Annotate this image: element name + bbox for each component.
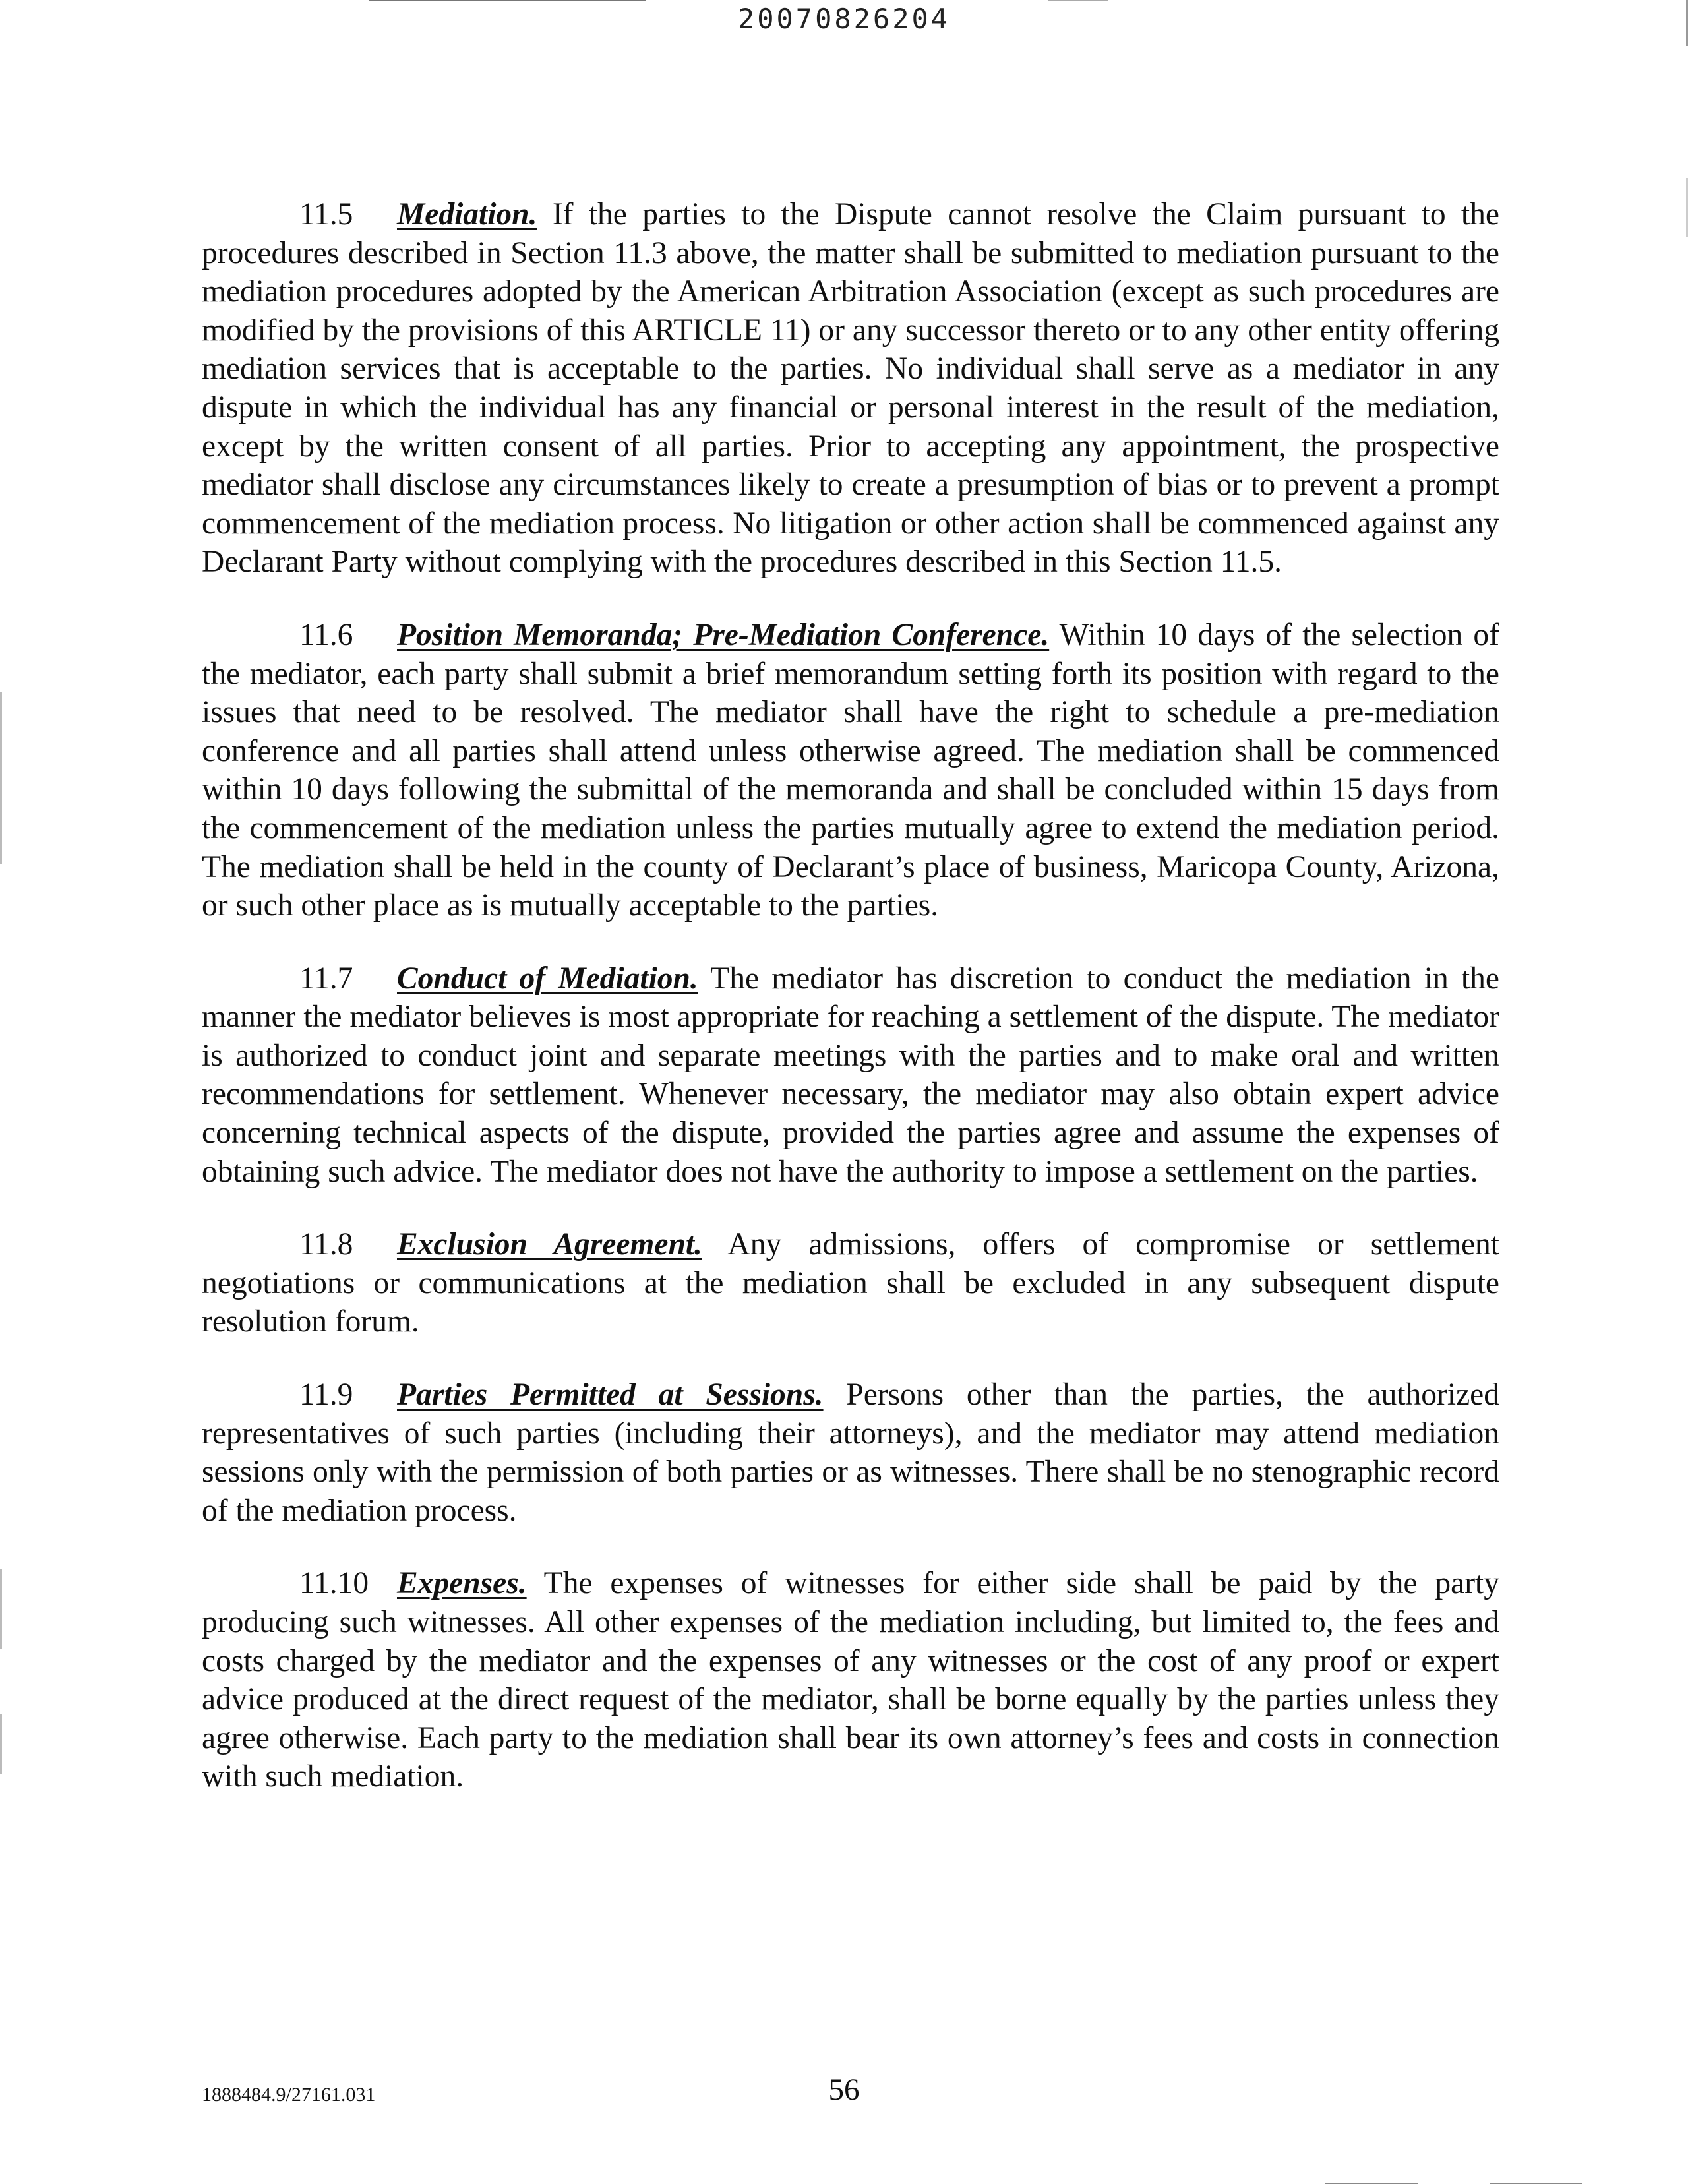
section-heading: Conduct of Mediation. <box>397 961 698 996</box>
section-heading: Position Memoranda; Pre-Mediation Conference. <box>397 617 1050 652</box>
section-number: 11.6 <box>299 617 353 652</box>
scan-top-rule <box>369 0 646 1</box>
section-text: The expenses of witnesses for either side shall be paid by the party producing such witnesses. All other expenses of the mediation including, but limited to, the fees and costs charged by the mediator and the expenses of any witnesses or the cost of any proof or expert advice produced at the direct request of the mediator, shall be borne equally by the parties unless they agree otherwise. Each party to the mediation shall bear its own attorney’s fees and costs in connection with such mediation. <box>202 1566 1499 1794</box>
section-paragraph <box>202 195 1499 582</box>
section-number: 11.5 <box>299 197 353 231</box>
section-heading: Expenses. <box>397 1566 527 1601</box>
document-number: 20070826204 <box>737 3 951 35</box>
section-paragraph <box>202 1376 1499 1530</box>
scan-edge-mark <box>0 692 2 864</box>
section-paragraph <box>202 1225 1499 1341</box>
footer-document-id: 1888484.9/27161.031 <box>202 2084 376 2106</box>
section-text: The mediator has discretion to conduct the mediation in the manner the mediator believes is most appropriate for reaching a settlement of the dispute. The mediator is authorized to conduct joint and separate meetings with the parties and to make oral and written recommendations for settlement. Whenever necessary, the mediator may also obtain expert advice concerning technical aspects of the dispute, provided the parties agree and assume the expenses of obtaining such advice. The mediator does not have the authority to impose a settlement on the parties. <box>202 961 1499 1189</box>
section-text: Persons other than the parties, the authorized representatives of such parties (including their attorneys), and the mediator may attend mediation sessions only with the permission of both parties or as witnesses. There shall be no stenographic record of the mediation process. <box>202 1378 1499 1528</box>
section-number: 11.8 <box>299 1227 353 1262</box>
section-text: Any admissions, offers of compromise or settlement negotiations or communications at the mediation shall be excluded in any subsequent dispute resolution forum. <box>202 1227 1499 1339</box>
section-paragraph <box>202 959 1499 1192</box>
section-number: 11.10 <box>299 1566 369 1601</box>
section-number: 11.7 <box>299 961 353 996</box>
section-heading: Exclusion Agreement. <box>397 1227 702 1262</box>
section-text: If the parties to the Dispute cannot resolve the Claim pursuant to the procedures described in Section 11.3 above, the matter shall be submitted to mediation pursuant to the mediation procedures adopted by the American Arbitration Association (except as such procedures are modified by the provisions of this ARTICLE 11) or any successor thereto or to any other entity offering mediation services that is acceptable to the parties. No individual shall serve as a mediator in any dispute in which the individual has any financial or personal interest in the result of the mediation, except by the written consent of all parties. Prior to accepting any appointment, the prospective mediator shall disclose any circumstances likely to create a presumption of bias or to prevent a prompt commencement of the mediation process. No litigation or other action shall be commenced against any Declarant Party without complying with the procedures described in this Section 11.5. <box>202 197 1499 580</box>
scan-top-rule <box>1048 0 1108 1</box>
scan-edge-mark <box>0 1714 2 1774</box>
section-heading: Parties Permitted at Sessions. <box>397 1378 824 1412</box>
section-text: Within 10 days of the selection of the mediator, each party shall submit a brief memorandum setting forth its position with regard to the issues that need to be resolved. The mediator shall have the right to schedule a pre-mediation conference and all parties shall attend unless otherwise agreed. The mediation shall be commenced within 10 days following the submittal of the memoranda and shall be concluded within 15 days from the commencement of the mediation unless the parties mutually agree to extend the mediation period. The mediation shall be held in the county of Declarant’s place of business, Maricopa County, Arizona, or such other place as is mutually acceptable to the parties. <box>202 617 1499 923</box>
section-paragraph <box>202 1564 1499 1796</box>
section-heading: Mediation. <box>397 197 537 231</box>
section-paragraph <box>202 616 1499 925</box>
section-number: 11.9 <box>299 1378 353 1412</box>
article-body <box>202 195 1499 1831</box>
scan-edge-mark <box>0 1569 2 1649</box>
page-number: 56 <box>828 2073 860 2107</box>
